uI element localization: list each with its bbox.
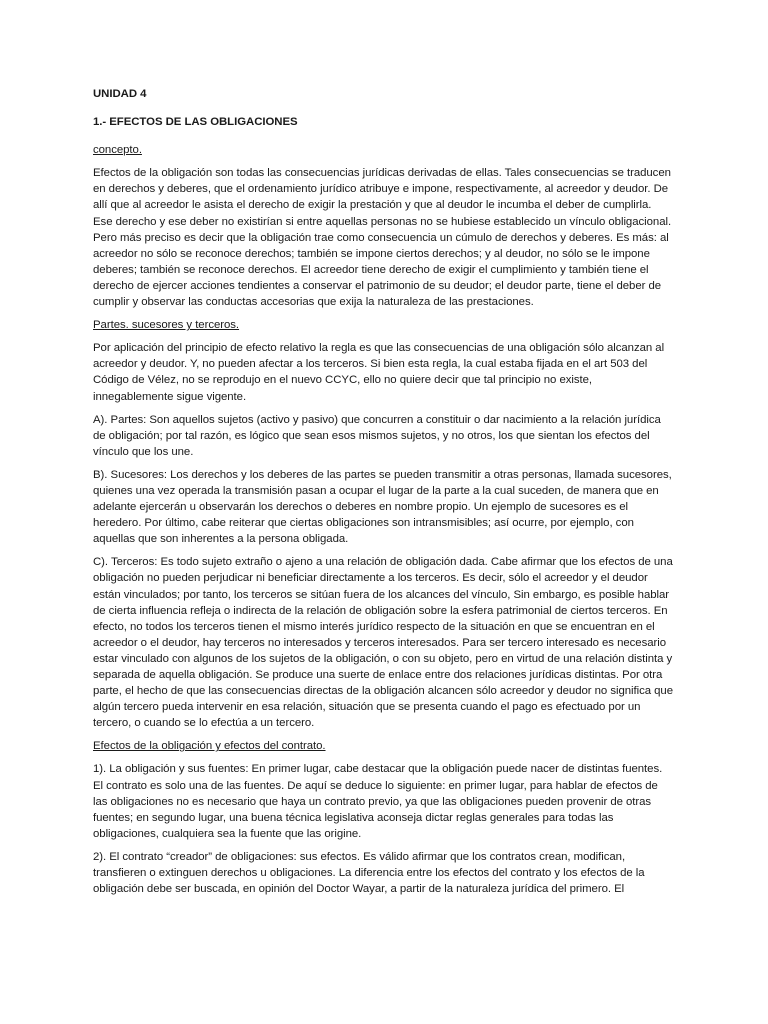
paragraph-contrato-creador: 2). El contrato “creador” de obligaciones: sus efectos. Es válido afirmar que los contratos crean, modifican, transfieren o extinguen derechos u obligaciones. La diferencia entre los efectos del contrato y los efectos de la obligación debe ser buscada, en opinión del Doctor Wayar, a partir de la naturaleza jurídica del primero. El <box>93 850 645 896</box>
paragraph-obligacion-fuentes: 1). La obligación y sus fuentes: En primer lugar, cabe destacar que la obligación puede nacer de distintas fuentes. El contrato es solo una de las fuentes. De aquí se deduce lo siguiente: en primer lugar, para hablar de efectos de las obligaciones no es necesario que haya un contrato previo, ya que las obligaciones pueden provenir de otras fuentes; en segundo lugar, una buena técnica legislativa aconseja dictar reglas generales para todas las obligaciones, cualquiera sea la fuente que las origine. <box>93 763 663 840</box>
subheading-concepto: concepto. <box>93 144 142 157</box>
subheading-partes-sucesores-terceros: Partes. sucesores y terceros. <box>93 319 240 332</box>
paragraph-partes: A). Partes: Son aquellos sujetos (activo y pasivo) que concurren a constituir o dar nacimiento a la relación jurídica de obligación; por tal razón, es lógico que sean esos mismos sujetos, y no otros, los que sientan los efectos del vínculo que los une. <box>93 413 661 458</box>
subheading-efectos-obligacion-contrato: Efectos de la obligación y efectos del contrato. <box>93 740 326 753</box>
document-page <box>93 86 673 904</box>
unit-title: UNIDAD 4 <box>93 88 147 100</box>
paragraph-sucesores: B). Sucesores: Los derechos y los deberes de las partes se pueden transmitir a otras personas, llamada sucesores, quienes una vez operada la transmisión pasan a ocupar el lugar de la parte a la cual suceden, de manera que en adelante ejercerán u observarán los derechos o deberes en nombre propio. Un ejemplo de sucesores es el heredero. Por último, cabe reiterar que ciertas obligaciones son intransmisibles; así ocurre, por ejemplo, con aquellas que son inherentes a la persona obligada. <box>93 468 672 546</box>
paragraph-efecto-relativo: Por aplicación del principio de efecto relativo la regla es que las consecuencias de una obligación sólo alcanzan al acreedor y deudor. Y, no pueden afectar a los terceros. Si bien esta regla, la cual estaba fijada en el art 503 del Código de Vélez, no se reprodujo en el nuevo CCYC, ello no quiere decir que tal principio no existe, innegablemente sigue vigente. <box>93 342 665 403</box>
paragraph-concepto: Efectos de la obligación son todas las consecuencias jurídicas derivadas de ellas. Tales consecuencias se traducen en derechos y deberes, que el ordenamiento jurídico atribuye e impone, respectivamente, al acreedor y deudor. De allí que al acreedor le asista el derecho de exigir la prestación y que al deudor le incumba el deber de cumplirla. Ese derecho y ese deber no existirían si entre aquellas personas no se hubiese establecido un vínculo obligacional. Pero más preciso es decir que la obligación trae como consecuencia un cúmulo de derechos y deberes. Es más: al acreedor no sólo se reconoce derechos; también se impone ciertos derechos; y al deudor, no sólo se le impone deberes; también se reconoce derechos. El acreedor tiene derecho de exigir el cumplimiento y también tiene el derecho de ejercer acciones tendientes a conservar el patrimonio de su deudor; el deudor parte, tiene el deber de cumplir y observar las conductas accesorias que exija la naturaleza de las prestaciones. <box>93 167 672 309</box>
section-title: 1.- EFECTOS DE LAS OBLIGACIONES <box>93 116 298 129</box>
paragraph-terceros: C). Terceros: Es todo sujeto extraño o ajeno a una relación de obligación dada. Cabe afirmar que los efectos de una obligación no pueden perjudicar ni beneficiar directamente a los terceros. Es decir, sólo el acreedor y el deudor están vinculados; por tanto, los terceros se sitúan fuera de los alcances del vínculo, Sin embargo, es posible hablar de cierta influencia refleja o indirecta de la relación de obligación sobre la esfera patrimonial de ciertos terceros. En efecto, no todos los terceros tienen el mismo interés jurídico respecto de la situación en que se encuentran en el acreedor o el deudor, hay terceros no interesados y terceros interesados. Para ser tercero interesado es necesario estar vinculado con algunos de los sujetos de la obligación, o con su objeto, pero en virtud de una relación distinta y separada de aquella obligación. Se produce una suerte de enlace entre dos relaciones jurídicas distintas. Por otra parte, el hecho de que las consecuencias directas de la obligación alcancen sólo acreedor y deudor no significa que algún tercero pueda intervenir en esa relación, situación que se presenta cuando el pago es efectuado por un tercero, o cuando se lo efectúa a un tercero. <box>93 556 673 730</box>
